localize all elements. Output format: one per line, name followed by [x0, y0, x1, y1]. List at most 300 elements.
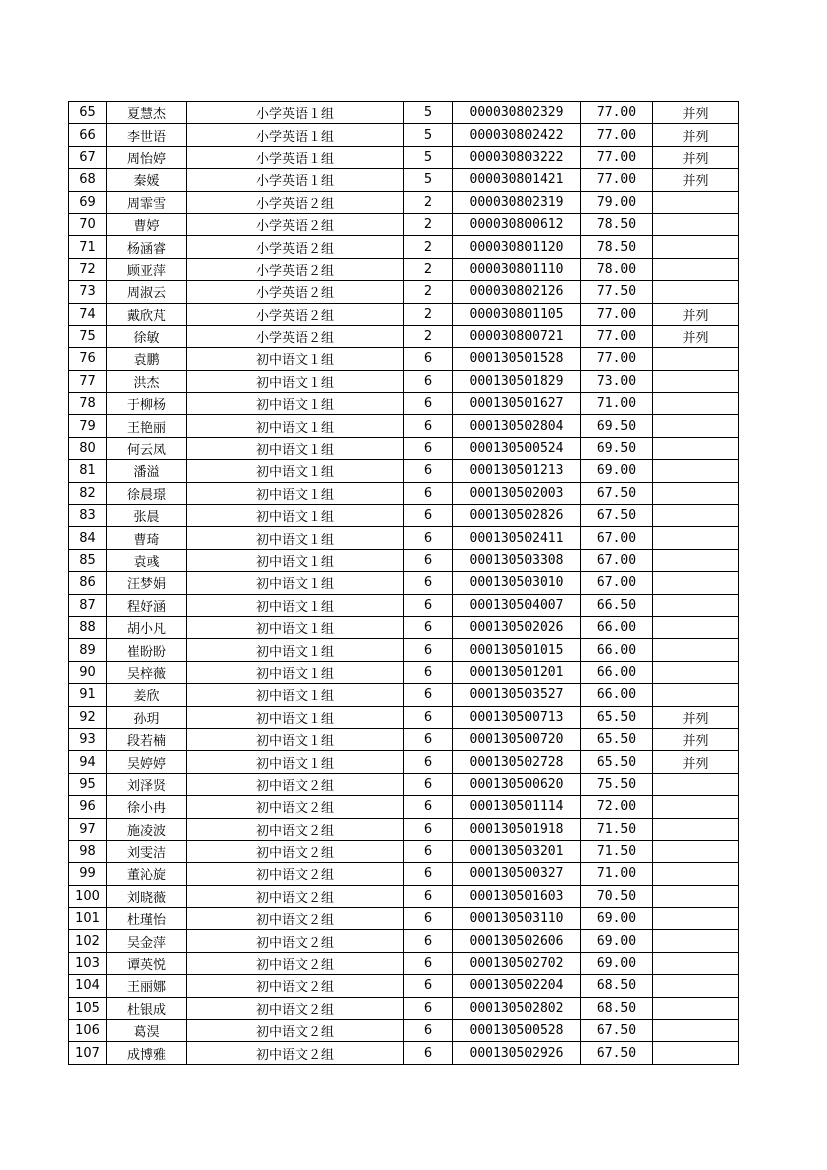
score-cell: 65.50 [581, 706, 653, 728]
note-cell [653, 773, 739, 795]
note-cell [653, 281, 739, 303]
score-cell: 66.00 [581, 684, 653, 706]
exam-number-cell: 000130502802 [453, 997, 581, 1019]
score-cell: 77.00 [581, 303, 653, 325]
exam-number-cell: 000030800612 [453, 213, 581, 235]
table-row [69, 124, 739, 146]
exam-group-cell: 小学英语１组 [187, 146, 404, 168]
post-count-cell: 6 [404, 997, 453, 1019]
row-number-cell: 100 [69, 885, 107, 907]
score-cell: 71.50 [581, 818, 653, 840]
exam-number-cell: 000130501829 [453, 370, 581, 392]
note-cell: 并列 [653, 146, 739, 168]
post-count-cell: 6 [404, 527, 453, 549]
table-row [69, 370, 739, 392]
exam-group-cell: 初中语文１组 [187, 370, 404, 392]
candidate-name-cell: 刘雯洁 [107, 840, 187, 862]
row-number-cell: 68 [69, 169, 107, 191]
exam-group-cell: 初中语文２组 [187, 863, 404, 885]
table-row [69, 751, 739, 773]
candidate-name-cell: 段若楠 [107, 728, 187, 750]
score-cell: 67.50 [581, 1042, 653, 1064]
score-cell: 71.00 [581, 393, 653, 415]
exam-group-cell: 初中语文２组 [187, 908, 404, 930]
candidate-name-cell: 徐晨璟 [107, 482, 187, 504]
candidate-name-cell: 周怡婷 [107, 146, 187, 168]
row-number-cell: 97 [69, 818, 107, 840]
note-cell [653, 258, 739, 280]
post-count-cell: 6 [404, 908, 453, 930]
candidate-name-cell: 孙玥 [107, 706, 187, 728]
row-number-cell: 66 [69, 124, 107, 146]
row-number-cell: 78 [69, 393, 107, 415]
exam-group-cell: 初中语文２组 [187, 1020, 404, 1042]
score-cell: 66.00 [581, 616, 653, 638]
exam-group-cell: 小学英语２组 [187, 303, 404, 325]
table-row [69, 885, 739, 907]
exam-group-cell: 初中语文１组 [187, 460, 404, 482]
row-number-cell: 79 [69, 415, 107, 437]
exam-number-cell: 000030801120 [453, 236, 581, 258]
post-count-cell: 6 [404, 370, 453, 392]
post-count-cell: 2 [404, 325, 453, 347]
exam-group-cell: 小学英语１组 [187, 124, 404, 146]
exam-number-cell: 000130501918 [453, 818, 581, 840]
post-count-cell: 6 [404, 415, 453, 437]
exam-number-cell: 000130501114 [453, 796, 581, 818]
candidate-name-cell: 吴金萍 [107, 930, 187, 952]
note-cell [653, 661, 739, 683]
row-number-cell: 95 [69, 773, 107, 795]
row-number-cell: 65 [69, 102, 107, 124]
post-count-cell: 6 [404, 639, 453, 661]
table-row [69, 661, 739, 683]
exam-number-cell: 000130502826 [453, 505, 581, 527]
score-cell: 71.50 [581, 840, 653, 862]
exam-group-cell: 小学英语２组 [187, 281, 404, 303]
row-number-cell: 90 [69, 661, 107, 683]
table-row [69, 796, 739, 818]
post-count-cell: 2 [404, 191, 453, 213]
note-cell [653, 796, 739, 818]
note-cell: 并列 [653, 124, 739, 146]
candidate-name-cell: 汪梦娟 [107, 572, 187, 594]
exam-group-cell: 初中语文２组 [187, 930, 404, 952]
candidate-name-cell: 夏慧杰 [107, 102, 187, 124]
post-count-cell: 2 [404, 213, 453, 235]
candidate-name-cell: 何云凤 [107, 437, 187, 459]
exam-number-cell: 000130501627 [453, 393, 581, 415]
note-cell: 并列 [653, 751, 739, 773]
table-row [69, 236, 739, 258]
score-cell: 69.50 [581, 437, 653, 459]
candidate-name-cell: 姜欣 [107, 684, 187, 706]
table-row [69, 639, 739, 661]
row-number-cell: 106 [69, 1020, 107, 1042]
row-number-cell: 92 [69, 706, 107, 728]
row-number-cell: 105 [69, 997, 107, 1019]
table-body [69, 102, 739, 1065]
score-cell: 77.00 [581, 325, 653, 347]
note-cell [653, 348, 739, 370]
score-cell: 69.00 [581, 908, 653, 930]
table-row [69, 169, 739, 191]
table-row [69, 818, 739, 840]
table-row [69, 975, 739, 997]
table-row [69, 908, 739, 930]
exam-group-cell: 初中语文１组 [187, 437, 404, 459]
score-cell: 66.00 [581, 639, 653, 661]
exam-number-cell: 000130502926 [453, 1042, 581, 1064]
exam-number-cell: 000030800721 [453, 325, 581, 347]
exam-number-cell: 000130502003 [453, 482, 581, 504]
candidate-name-cell: 顾亚萍 [107, 258, 187, 280]
post-count-cell: 6 [404, 1020, 453, 1042]
row-number-cell: 91 [69, 684, 107, 706]
score-cell: 72.00 [581, 796, 653, 818]
table-row [69, 213, 739, 235]
note-cell [653, 885, 739, 907]
candidate-name-cell: 葛淏 [107, 1020, 187, 1042]
note-cell: 并列 [653, 728, 739, 750]
post-count-cell: 5 [404, 169, 453, 191]
candidate-name-cell: 徐小冉 [107, 796, 187, 818]
exam-number-cell: 000030801110 [453, 258, 581, 280]
exam-number-cell: 000130501528 [453, 348, 581, 370]
exam-group-cell: 初中语文１组 [187, 415, 404, 437]
table-row [69, 773, 739, 795]
candidate-name-cell: 曹琦 [107, 527, 187, 549]
post-count-cell: 6 [404, 482, 453, 504]
row-number-cell: 87 [69, 594, 107, 616]
exam-group-cell: 初中语文２组 [187, 773, 404, 795]
candidate-name-cell: 刘泽贤 [107, 773, 187, 795]
table-row [69, 706, 739, 728]
score-cell: 78.50 [581, 236, 653, 258]
row-number-cell: 88 [69, 616, 107, 638]
exam-number-cell: 000130502026 [453, 616, 581, 638]
exam-group-cell: 初中语文１组 [187, 505, 404, 527]
exam-group-cell: 小学英语２组 [187, 325, 404, 347]
score-cell: 69.50 [581, 415, 653, 437]
score-cell: 67.00 [581, 549, 653, 571]
exam-number-cell: 000130502204 [453, 975, 581, 997]
candidate-name-cell: 吴婷婷 [107, 751, 187, 773]
exam-group-cell: 初中语文１组 [187, 393, 404, 415]
row-number-cell: 93 [69, 728, 107, 750]
exam-group-cell: 初中语文１组 [187, 684, 404, 706]
score-cell: 65.50 [581, 751, 653, 773]
table-row [69, 325, 739, 347]
row-number-cell: 85 [69, 549, 107, 571]
post-count-cell: 6 [404, 684, 453, 706]
score-cell: 77.00 [581, 146, 653, 168]
candidate-name-cell: 李世语 [107, 124, 187, 146]
row-number-cell: 89 [69, 639, 107, 661]
row-number-cell: 102 [69, 930, 107, 952]
post-count-cell: 6 [404, 1042, 453, 1064]
table-row [69, 952, 739, 974]
score-cell: 67.50 [581, 505, 653, 527]
candidate-name-cell: 周淑云 [107, 281, 187, 303]
note-cell [653, 191, 739, 213]
note-cell: 并列 [653, 706, 739, 728]
score-cell: 78.50 [581, 213, 653, 235]
post-count-cell: 2 [404, 258, 453, 280]
exam-number-cell: 000130503308 [453, 549, 581, 571]
note-cell [653, 840, 739, 862]
candidate-name-cell: 崔盼盼 [107, 639, 187, 661]
score-cell: 69.00 [581, 460, 653, 482]
exam-number-cell: 000130502411 [453, 527, 581, 549]
note-cell: 并列 [653, 325, 739, 347]
exam-group-cell: 初中语文２组 [187, 952, 404, 974]
post-count-cell: 6 [404, 751, 453, 773]
table-row [69, 258, 739, 280]
exam-group-cell: 初中语文１组 [187, 594, 404, 616]
post-count-cell: 2 [404, 281, 453, 303]
score-cell: 66.00 [581, 661, 653, 683]
score-cell: 67.00 [581, 572, 653, 594]
note-cell [653, 684, 739, 706]
row-number-cell: 101 [69, 908, 107, 930]
score-cell: 69.00 [581, 930, 653, 952]
score-cell: 67.00 [581, 527, 653, 549]
score-cell: 69.00 [581, 952, 653, 974]
table-row [69, 146, 739, 168]
exam-group-cell: 小学英语１组 [187, 102, 404, 124]
post-count-cell: 2 [404, 236, 453, 258]
post-count-cell: 6 [404, 930, 453, 952]
score-cell: 66.50 [581, 594, 653, 616]
exam-group-cell: 初中语文２组 [187, 840, 404, 862]
candidate-name-cell: 袁彧 [107, 549, 187, 571]
table-row [69, 594, 739, 616]
note-cell [653, 616, 739, 638]
exam-number-cell: 000130500713 [453, 706, 581, 728]
note-cell: 并列 [653, 303, 739, 325]
exam-group-cell: 初中语文１组 [187, 616, 404, 638]
note-cell [653, 639, 739, 661]
exam-group-cell: 初中语文１组 [187, 728, 404, 750]
note-cell [653, 213, 739, 235]
exam-group-cell: 初中语文１组 [187, 706, 404, 728]
exam-number-cell: 000130501603 [453, 885, 581, 907]
note-cell [653, 236, 739, 258]
exam-group-cell: 初中语文２组 [187, 997, 404, 1019]
post-count-cell: 6 [404, 393, 453, 415]
exam-group-cell: 初中语文２组 [187, 796, 404, 818]
exam-number-cell: 000030801421 [453, 169, 581, 191]
post-count-cell: 6 [404, 863, 453, 885]
candidate-name-cell: 胡小凡 [107, 616, 187, 638]
exam-group-cell: 初中语文１组 [187, 549, 404, 571]
post-count-cell: 6 [404, 975, 453, 997]
exam-number-cell: 000130500620 [453, 773, 581, 795]
post-count-cell: 6 [404, 594, 453, 616]
exam-number-cell: 000030802422 [453, 124, 581, 146]
table-row [69, 1020, 739, 1042]
candidate-name-cell: 杨涵睿 [107, 236, 187, 258]
exam-number-cell: 000030803222 [453, 146, 581, 168]
candidate-name-cell: 袁鹏 [107, 348, 187, 370]
candidate-name-cell: 杜银成 [107, 997, 187, 1019]
candidate-name-cell: 谭英悦 [107, 952, 187, 974]
exam-number-cell: 000130501015 [453, 639, 581, 661]
row-number-cell: 98 [69, 840, 107, 862]
row-number-cell: 94 [69, 751, 107, 773]
table-row [69, 281, 739, 303]
table-row [69, 303, 739, 325]
score-cell: 77.00 [581, 102, 653, 124]
post-count-cell: 6 [404, 505, 453, 527]
note-cell [653, 549, 739, 571]
table-row [69, 191, 739, 213]
exam-number-cell: 000130500524 [453, 437, 581, 459]
exam-number-cell: 000130503527 [453, 684, 581, 706]
post-count-cell: 6 [404, 661, 453, 683]
note-cell [653, 908, 739, 930]
row-number-cell: 74 [69, 303, 107, 325]
table-row [69, 348, 739, 370]
note-cell [653, 393, 739, 415]
note-cell [653, 1042, 739, 1064]
exam-group-cell: 小学英语２组 [187, 191, 404, 213]
score-cell: 77.00 [581, 348, 653, 370]
post-count-cell: 6 [404, 549, 453, 571]
score-cell: 75.50 [581, 773, 653, 795]
score-cell: 68.50 [581, 997, 653, 1019]
score-cell: 65.50 [581, 728, 653, 750]
candidate-name-cell: 王艳丽 [107, 415, 187, 437]
post-count-cell: 6 [404, 818, 453, 840]
score-cell: 68.50 [581, 975, 653, 997]
exam-group-cell: 初中语文１组 [187, 527, 404, 549]
table-row [69, 840, 739, 862]
results-table [68, 101, 739, 1065]
exam-group-cell: 初中语文２组 [187, 975, 404, 997]
exam-group-cell: 小学英语１组 [187, 169, 404, 191]
row-number-cell: 75 [69, 325, 107, 347]
note-cell [653, 572, 739, 594]
post-count-cell: 6 [404, 348, 453, 370]
note-cell [653, 594, 739, 616]
note-cell [653, 460, 739, 482]
table-row [69, 863, 739, 885]
note-cell [653, 818, 739, 840]
note-cell [653, 997, 739, 1019]
score-cell: 71.00 [581, 863, 653, 885]
row-number-cell: 72 [69, 258, 107, 280]
score-cell: 67.50 [581, 1020, 653, 1042]
table-row [69, 482, 739, 504]
exam-group-cell: 小学英语２组 [187, 258, 404, 280]
candidate-name-cell: 秦媛 [107, 169, 187, 191]
post-count-cell: 6 [404, 572, 453, 594]
exam-number-cell: 000130503010 [453, 572, 581, 594]
candidate-name-cell: 杜瑾怡 [107, 908, 187, 930]
table-row [69, 572, 739, 594]
exam-number-cell: 000130502728 [453, 751, 581, 773]
post-count-cell: 6 [404, 885, 453, 907]
note-cell [653, 1020, 739, 1042]
row-number-cell: 83 [69, 505, 107, 527]
exam-group-cell: 小学英语２组 [187, 213, 404, 235]
table-row [69, 997, 739, 1019]
row-number-cell: 67 [69, 146, 107, 168]
note-cell [653, 437, 739, 459]
score-cell: 77.50 [581, 281, 653, 303]
table-row [69, 728, 739, 750]
table-row [69, 415, 739, 437]
candidate-name-cell: 王丽娜 [107, 975, 187, 997]
table-row [69, 102, 739, 124]
row-number-cell: 99 [69, 863, 107, 885]
note-cell [653, 975, 739, 997]
row-number-cell: 80 [69, 437, 107, 459]
table-row [69, 437, 739, 459]
post-count-cell: 5 [404, 124, 453, 146]
exam-number-cell: 000130504007 [453, 594, 581, 616]
table-row [69, 616, 739, 638]
exam-group-cell: 初中语文２组 [187, 1042, 404, 1064]
score-cell: 79.00 [581, 191, 653, 213]
score-cell: 77.00 [581, 169, 653, 191]
post-count-cell: 6 [404, 796, 453, 818]
exam-group-cell: 初中语文１组 [187, 751, 404, 773]
row-number-cell: 76 [69, 348, 107, 370]
candidate-name-cell: 于柳杨 [107, 393, 187, 415]
exam-number-cell: 000030802329 [453, 102, 581, 124]
post-count-cell: 5 [404, 146, 453, 168]
row-number-cell: 96 [69, 796, 107, 818]
exam-group-cell: 初中语文２组 [187, 885, 404, 907]
candidate-name-cell: 程妤涵 [107, 594, 187, 616]
post-count-cell: 5 [404, 102, 453, 124]
note-cell: 并列 [653, 102, 739, 124]
exam-group-cell: 小学英语２组 [187, 236, 404, 258]
exam-number-cell: 000130500720 [453, 728, 581, 750]
candidate-name-cell: 董沁旋 [107, 863, 187, 885]
exam-number-cell: 000030802319 [453, 191, 581, 213]
exam-number-cell: 000130500528 [453, 1020, 581, 1042]
post-count-cell: 6 [404, 706, 453, 728]
exam-number-cell: 000130502702 [453, 952, 581, 974]
candidate-name-cell: 施凌波 [107, 818, 187, 840]
exam-group-cell: 初中语文１组 [187, 639, 404, 661]
note-cell [653, 930, 739, 952]
row-number-cell: 107 [69, 1042, 107, 1064]
row-number-cell: 73 [69, 281, 107, 303]
post-count-cell: 6 [404, 952, 453, 974]
post-count-cell: 6 [404, 460, 453, 482]
score-cell: 70.50 [581, 885, 653, 907]
post-count-cell: 6 [404, 437, 453, 459]
exam-number-cell: 000030801105 [453, 303, 581, 325]
exam-number-cell: 000130501213 [453, 460, 581, 482]
exam-group-cell: 初中语文１组 [187, 661, 404, 683]
post-count-cell: 6 [404, 728, 453, 750]
table-row [69, 393, 739, 415]
candidate-name-cell: 周霏雪 [107, 191, 187, 213]
candidate-name-cell: 吴梓薇 [107, 661, 187, 683]
score-cell: 73.00 [581, 370, 653, 392]
table-row [69, 505, 739, 527]
row-number-cell: 70 [69, 213, 107, 235]
row-number-cell: 104 [69, 975, 107, 997]
row-number-cell: 71 [69, 236, 107, 258]
row-number-cell: 84 [69, 527, 107, 549]
